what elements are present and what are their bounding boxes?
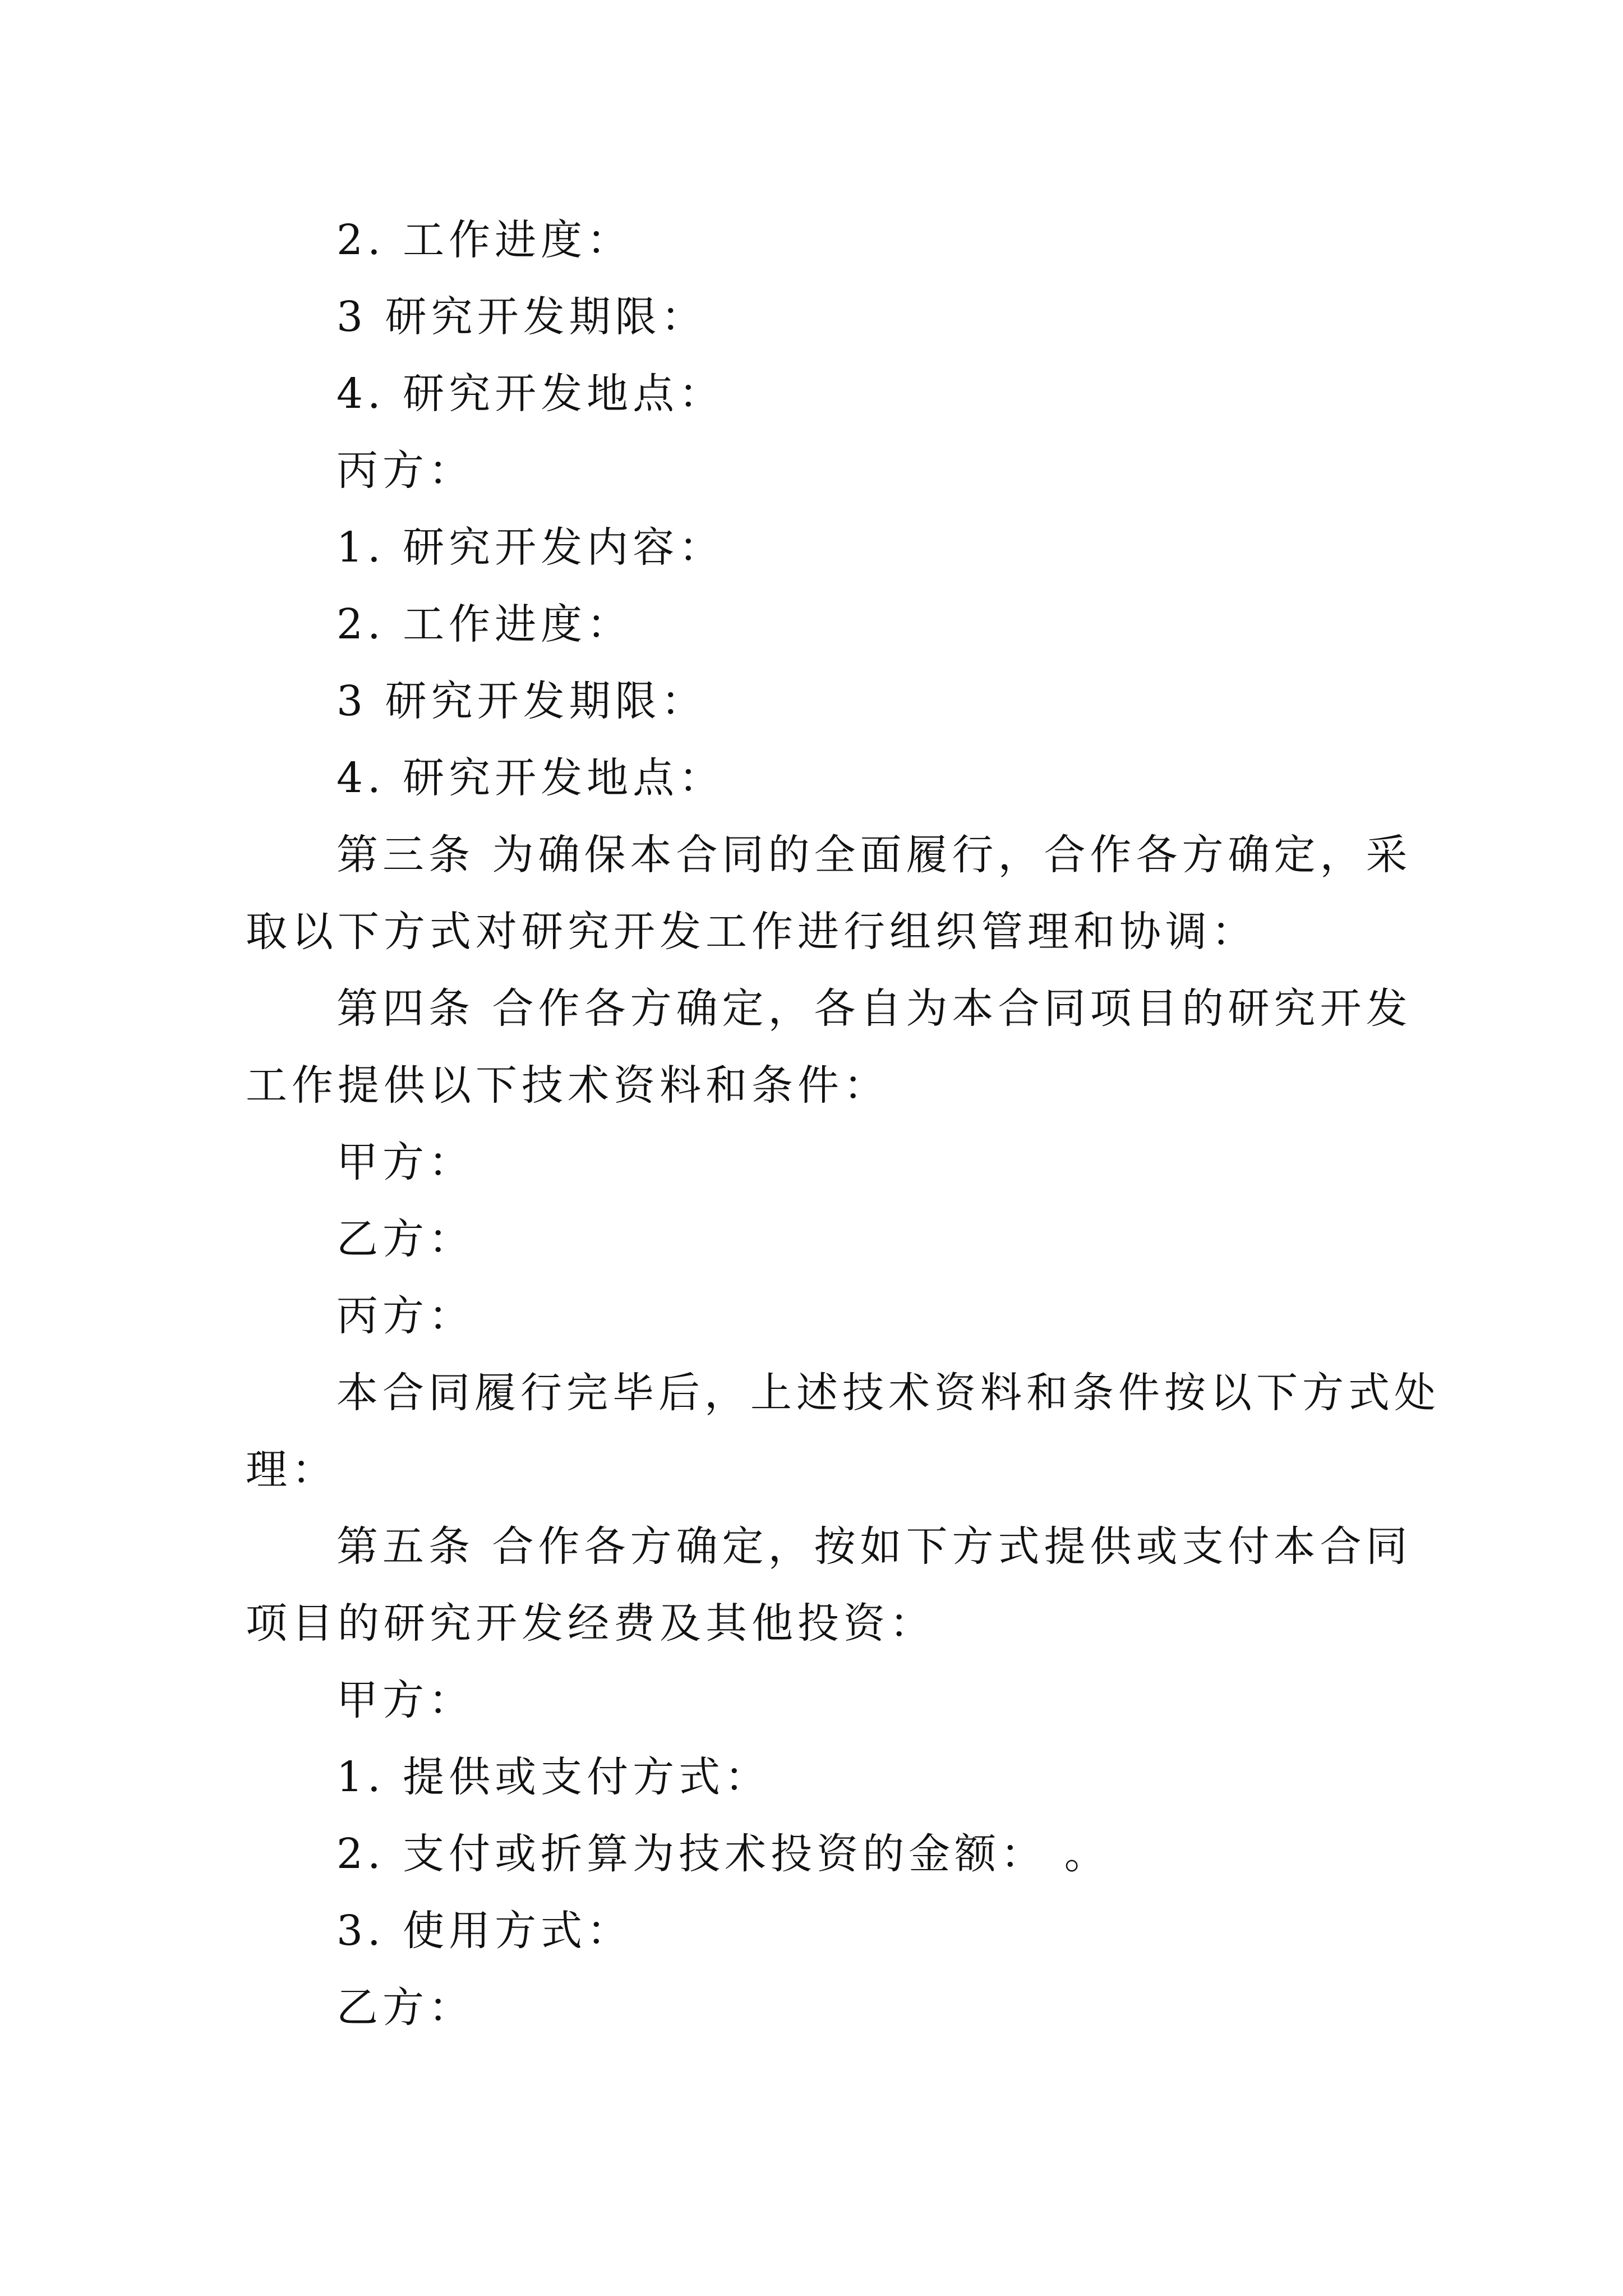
text-line bbox=[246, 1585, 1387, 1662]
line-text: 1. 提供或支付方式： bbox=[336, 1753, 771, 1801]
text-line bbox=[246, 1355, 1440, 1432]
text-line bbox=[246, 356, 1387, 432]
line-text: 3. 使用方式： bbox=[336, 1907, 633, 1955]
line-text: 2. 工作进度： bbox=[336, 216, 633, 264]
line-text: 2. 支付或折算为技术投资的金额： 。 bbox=[336, 1830, 1110, 1878]
line-text: 项目的研究开发经费及其他投资： bbox=[246, 1599, 935, 1648]
text-line bbox=[246, 279, 1387, 356]
text-line bbox=[246, 202, 1387, 279]
line-text: 3 研究开发期限： bbox=[336, 677, 707, 725]
document-body bbox=[246, 202, 1440, 2046]
line-text: 2. 工作进度： bbox=[336, 600, 633, 648]
text-line bbox=[246, 586, 1387, 663]
line-text: 甲方： bbox=[336, 1676, 474, 1724]
line-text: 第四条 合作各方确定，各自为本合同项目的研究开发 bbox=[336, 984, 1412, 1033]
line-text: 丙方： bbox=[336, 447, 474, 495]
text-line bbox=[246, 1278, 1387, 1355]
line-text: 3 研究开发期限： bbox=[336, 293, 707, 341]
line-text: 工作提供以下技术资料和条件： bbox=[246, 1061, 889, 1110]
text-line bbox=[246, 509, 1387, 586]
line-text: 1. 研究开发内容： bbox=[336, 523, 725, 572]
text-line bbox=[246, 1816, 1387, 1893]
text-line bbox=[246, 1970, 1387, 2046]
text-line bbox=[246, 1432, 1387, 1508]
text-line bbox=[246, 970, 1412, 1047]
line-text: 第三条 为确保本合同的全面履行，合作各方确定，采 bbox=[336, 831, 1412, 879]
text-line bbox=[246, 817, 1412, 894]
text-line bbox=[246, 663, 1387, 740]
line-text: 4. 研究开发地点： bbox=[336, 370, 725, 418]
line-text: 第五条 合作各方确定，按如下方式提供或支付本合同 bbox=[336, 1522, 1412, 1571]
text-line bbox=[246, 432, 1387, 509]
text-line bbox=[246, 1662, 1387, 1739]
text-line bbox=[246, 1739, 1387, 1816]
line-text: 本合同履行完毕后，上述技术资料和条件按以下方式处 bbox=[336, 1369, 1440, 1417]
text-line bbox=[246, 1124, 1387, 1201]
line-text: 丙方： bbox=[336, 1292, 474, 1340]
line-text: 乙方： bbox=[336, 1984, 474, 2032]
line-text: 取以下方式对研究开发工作进行组织管理和协调： bbox=[246, 908, 1257, 956]
line-text: 甲方： bbox=[336, 1138, 474, 1186]
text-line bbox=[246, 894, 1387, 970]
text-line bbox=[246, 1508, 1412, 1585]
text-line bbox=[246, 1201, 1387, 1278]
text-line bbox=[246, 740, 1387, 817]
line-text: 乙方： bbox=[336, 1215, 474, 1263]
text-line bbox=[246, 1893, 1387, 1970]
text-line bbox=[246, 1047, 1387, 1124]
line-text: 4. 研究开发地点： bbox=[336, 754, 725, 802]
line-text: 理： bbox=[246, 1446, 338, 1494]
